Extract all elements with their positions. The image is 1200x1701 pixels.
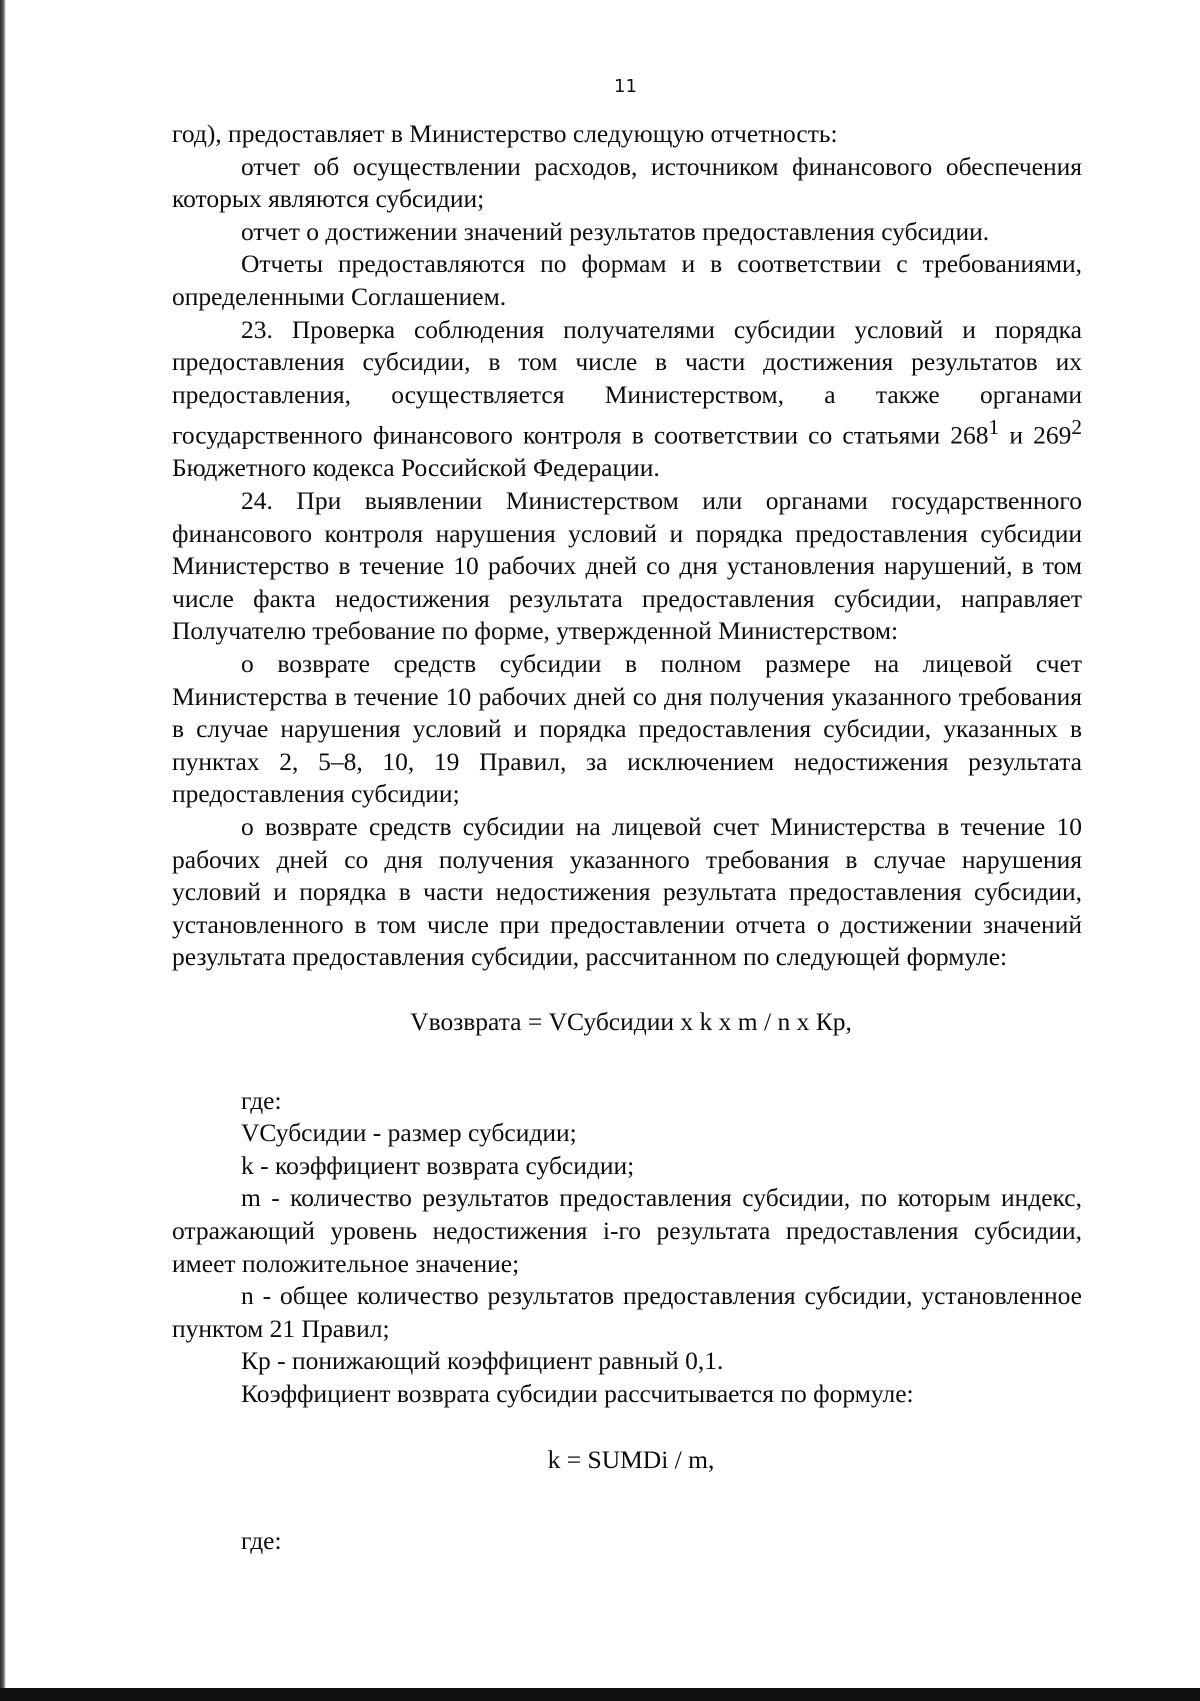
paragraph: о возврате средств субсидии в полном размере на лицевой счет Министерства в течение 10 рабочих дней со дня получения указанного требования в случае нарушения условий и порядка предоставления субсидии, указанных в пунктах 2, 5–8, 10, 19 Правил, за исключением недостижения результата предоставления субсидии; — [172, 649, 1082, 809]
paragraph-item-24: 24. При выявлении Министерством или органами государственного финансового контроля нарушения условий и порядка предоставления субсидии Министерство в течение 10 рабочих дней со дня установления нарушений, в том числе факта недостижения результата предоставления субсидии, направляет Получателю требование по форме, утвержденной Министерством: — [172, 486, 1082, 646]
paragraph-text: 23. Проверка соблюдения получателями субсидии условий и порядка предоставления субсидии, в том числе в части достижения результатов их предоставления, осуществляется Министерством, а также органами государственного финансового контроля в соответствии со статьями 268 — [172, 314, 1082, 450]
paragraph: Отчеты предоставляются по формам и в соответствии с требованиями, определенными Соглашением. — [172, 249, 1082, 311]
superscript: 2 — [1071, 415, 1082, 440]
paragraph-item-23 — [172, 314, 1082, 485]
paragraph-text: и 269 — [999, 420, 1072, 450]
paragraph: о возврате средств субсидии на лицевой счет Министерства в течение 10 рабочих дней со дня получения указанного требования в случае нарушения условий и порядка в части недостижения результата предоставления субсидии, установленного в том числе при предоставлении отчета о достижении значений результата предоставления субсидии, рассчитанном по следующей формуле: — [172, 811, 1082, 972]
scan-bottom-edge — [0, 1688, 1200, 1701]
formula-return-coefficient: k = SUMDi / m, — [547, 1445, 715, 1475]
definition: VСубсидии - размер субсидии; — [241, 1118, 577, 1148]
definition: n - общее количество результатов предоставления субсидии, установленное пунктом 21 Правил; — [172, 1281, 1082, 1343]
formula-return-amount: Vвозврата = VСубсидии x k x m / n x Кр, — [410, 1006, 852, 1036]
definition: Коэффициент возврата субсидии рассчитывается по формуле: — [241, 1378, 914, 1408]
document-body — [172, 118, 1082, 1558]
definition: k - коэффициент возврата субсидии; — [241, 1150, 635, 1180]
paragraph: отчет об осуществлении расходов, источником финансового обеспечения которых являются субсидии; — [172, 151, 1082, 214]
where-label: где: — [241, 1085, 282, 1115]
paragraph: отчет о достижении значений результатов предоставления субсидии. — [241, 216, 990, 246]
paragraph: год), предоставляет в Министерство следующую отчетность: — [172, 119, 838, 148]
page-number: 11 — [614, 76, 637, 97]
paragraph-text: Бюджетного кодекса Российской Федерации. — [172, 453, 660, 483]
superscript: 1 — [988, 415, 1000, 440]
definition: Кр - понижающий коэффициент равный 0,1. — [241, 1346, 724, 1376]
definition: m - количество результатов предоставления субсидии, по которым индекс, отражающий уровень недостижения i-го результата предоставления субсидии, имеет положительное значение; — [172, 1183, 1082, 1278]
scan-left-edge — [0, 0, 6, 1701]
where-label: где: — [241, 1526, 282, 1556]
